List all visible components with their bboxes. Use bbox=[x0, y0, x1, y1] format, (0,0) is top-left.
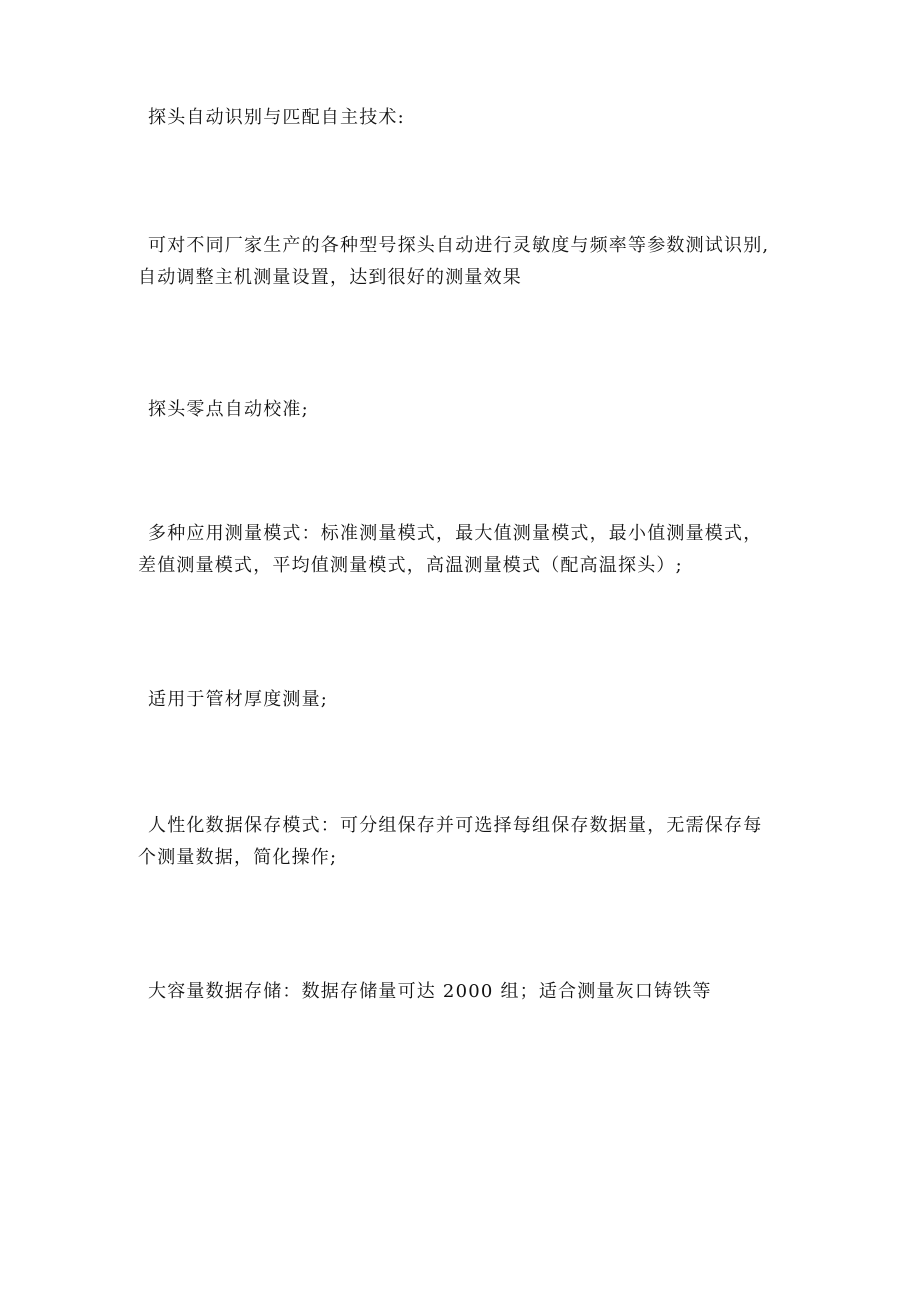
paragraph-probe-parameter-testing bbox=[138, 230, 818, 294]
paragraph-data-save-mode bbox=[138, 810, 818, 874]
paragraph-line: 自动调整主机测量设置，达到很好的测量效果 bbox=[138, 267, 522, 288]
paragraph-measurement-modes bbox=[138, 518, 818, 582]
paragraph-line: 大容量数据存储：数据存储量可达 2000 组；适合测量灰口铸铁等 bbox=[148, 981, 712, 1002]
paragraph-pipe-thickness bbox=[138, 684, 818, 716]
paragraph-line: 探头自动识别与匹配自主技术: bbox=[148, 107, 405, 128]
paragraph-line: 探头零点自动校准; bbox=[148, 399, 309, 420]
paragraph-data-storage bbox=[138, 976, 818, 1008]
paragraph-zero-calibration bbox=[138, 394, 818, 426]
paragraph-line: 个测量数据，简化操作; bbox=[138, 847, 338, 868]
paragraph-line: 差值测量模式，平均值测量模式，高温测量模式（配高温探头）; bbox=[138, 555, 683, 576]
paragraph-line: 多种应用测量模式：标准测量模式，最大值测量模式，最小值测量模式， bbox=[148, 523, 763, 544]
paragraph-line: 适用于管材厚度测量; bbox=[148, 689, 329, 710]
paragraph-probe-auto-recognition bbox=[138, 102, 818, 134]
paragraph-line: 人性化数据保存模式：可分组保存并可选择每组保存数据量，无需保存每 bbox=[148, 815, 763, 836]
paragraph-line: 可对不同厂家生产的各种型号探头自动进行灵敏度与频率等参数测试识别, bbox=[148, 235, 770, 256]
